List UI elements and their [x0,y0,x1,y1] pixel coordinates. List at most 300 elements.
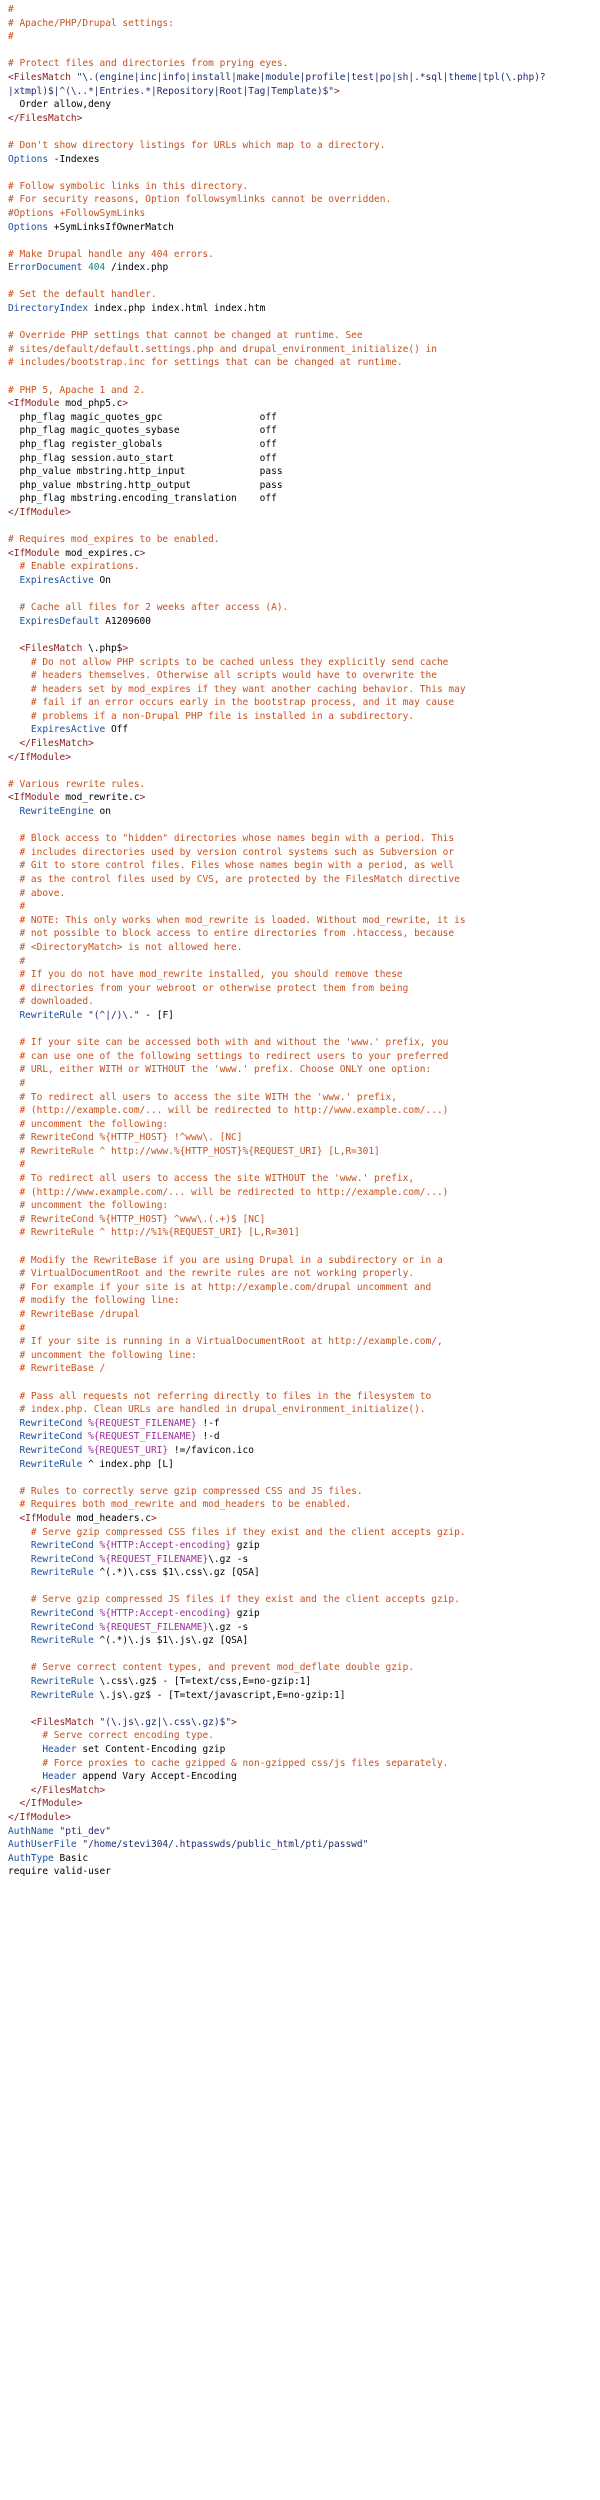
code-line [8,1784,600,1798]
code-token-number: 404 [88,262,106,274]
code-token-directive: RewriteCond [8,1553,100,1565]
code-line [8,57,600,71]
code-line [8,805,600,819]
code-token-tag: > [139,792,146,804]
code-line [8,887,600,901]
code-token-comment: # directories from your webroot or otherwise protect them from being [8,982,409,994]
code-line [8,846,600,860]
code-token-directive: ExpiresActive [8,574,100,586]
code-token-plain: set Content-Encoding gzip [82,1744,226,1755]
code-line [8,1091,600,1105]
code-token-comment: # Do not allow PHP scripts to be cached unless they explicitly send cache [8,656,449,668]
code-token-tag: </FilesMatch> [8,1784,106,1796]
code-token-string: "/home/stevi304/.htpasswds/public_html/pti/passwd" [82,1839,369,1851]
code-line [8,1485,600,1499]
code-line [8,900,600,914]
code-token-plain: php_flag mbstring.encoding_translation off [8,493,277,505]
code-line [8,506,600,520]
code-token-var: %{REQUEST_FILENAME} [88,1417,197,1429]
code-line [8,316,600,330]
code-line [8,628,600,642]
code-line [8,832,600,846]
code-token-comment: # Cache all files for 2 weeks after access (A). [8,602,289,614]
code-token-comment: # problems if a non-Drupal PHP file is installed in a subdirectory. [8,710,415,722]
code-token-comment: # uncomment the following: [8,1200,169,1212]
code-line [8,85,600,99]
code-token-plain: A1209600 [105,615,151,627]
code-token-comment: # Make Drupal handle any 404 errors. [8,248,214,260]
code-line [8,1131,600,1145]
code-token-comment: # Don't show directory listings for URLs which map to a directory. [8,139,386,151]
code-token-comment: # [8,31,14,43]
code-token-comment: # RewriteRule ^ http://%1%{REQUEST_URI} [L,R=301] [8,1227,300,1239]
code-line [8,234,600,248]
code-token-plain: +SymLinksIfOwnerMatch [53,221,174,233]
code-token-plain: ^(.*)\.js $1\.js\.gz [QSA] [99,1635,249,1647]
code-token-comment: # Requires both mod_rewrite and mod_headers to be enabled. [8,1499,352,1511]
code-line [8,1553,600,1567]
code-line [8,615,600,629]
code-token-directive: ExpiresActive [8,724,111,736]
code-line [8,1023,600,1037]
code-token-comment: # To redirect all users to access the site WITHOUT the 'www.' prefix, [8,1173,415,1185]
code-token-comment: # VirtualDocumentRoot and the rewrite rules are not working properly. [8,1268,415,1280]
code-token-comment: # as the control files used by CVS, are protected by the FilesMatch directive [8,874,460,885]
code-line [8,1349,600,1363]
code-line [8,411,600,425]
code-token-string: |xtmpl)$|^(\..*|Entries.*|Repository|Root|Tag|Template)$" [8,85,335,97]
code-token-plain: /index.php [105,262,169,274]
code-token-comment: # Pass all requests not referring directly to files in the filesystem to [8,1390,432,1402]
code-line [8,723,600,737]
code-line [8,1226,600,1240]
code-line [8,112,600,126]
code-token-directive: Options [8,153,54,165]
code-token-comment: # Various rewrite rules. [8,778,146,790]
code-token-directive: RewriteCond [8,1417,89,1429]
code-token-comment: # RewriteCond %{HTTP_HOST} !^www\. [NC] [8,1132,243,1144]
code-line [8,1430,600,1444]
code-token-comment: # Force proxies to cache gzipped & non-gzipped css/js files separately. [8,1757,449,1769]
code-line [8,1158,600,1172]
code-line [8,1661,600,1675]
code-line [8,1362,600,1376]
code-line [8,737,600,751]
code-line [8,1145,600,1159]
code-line [8,479,600,493]
code-token-comment: # Protect files and directories from prying eyes. [8,58,289,70]
code-line [8,764,600,778]
code-token-comment: # Serve correct encoding type. [8,1730,214,1742]
code-token-plain: \.gz -s [208,1621,249,1633]
code-line [8,1838,600,1852]
code-line [8,1689,600,1703]
code-line [8,30,600,44]
code-line [8,751,600,765]
code-line [8,642,600,656]
code-line [8,424,600,438]
code-token-comment: # above. [8,887,66,899]
code-token-comment: # can use one of the following settings to redirect users to your preferred [8,1050,449,1062]
code-token-directive: Header [8,1771,83,1783]
code-line [8,1607,600,1621]
code-token-directive: RewriteCond [8,1621,100,1633]
code-token-directive: RewriteRule [8,1009,89,1021]
code-line [8,1172,600,1186]
code-token-plain: gzip [231,1608,260,1620]
code-token-comment: # URL, either WITH or WITHOUT the 'www.' prefix. Choose ONLY one option: [8,1064,432,1076]
code-line [8,1213,600,1227]
code-line [8,547,600,561]
code-line [8,533,600,547]
code-line [8,1593,600,1607]
code-token-plain: php_flag session.auto_start off [8,452,277,464]
code-token-directive: AuthType [8,1852,60,1864]
code-token-plain: php_flag magic_quotes_sybase off [8,425,277,437]
code-token-plain: \.css\.gz$ - [T=text/css,E=no-gzip:1] [99,1676,312,1688]
code-token-comment: # If your site can be accessed both with and without the 'www.' prefix, you [8,1037,449,1049]
code-token-var: %{HTTP:Accept-encoding} [99,1608,232,1620]
code-line [8,180,600,194]
code-token-directive: ExpiresDefault [8,615,106,627]
code-line [8,1811,600,1825]
code-line [8,1050,600,1064]
code-token-comment: # headers themselves. Otherwise all scripts would have to overwrite the [8,670,437,682]
code-token-comment: # Block access to "hidden" directories whose names begin with a period. This [8,833,455,845]
code-line [8,696,600,710]
code-token-comment: # RewriteRule ^ http://www.%{HTTP_HOST}%{REQUEST_URI} [L,R=301] [8,1145,380,1157]
code-line [8,683,600,697]
code-line [8,1063,600,1077]
code-line [8,1757,600,1771]
code-token-comment: # Set the default handler. [8,289,157,301]
code-token-var: %{REQUEST_FILENAME} [88,1431,197,1443]
code-line [8,656,600,670]
code-token-comment: # For security reasons, Option followsymlinks cannot be overridden. [8,194,392,206]
code-token-plain: index.php index.html index.htm [93,303,266,315]
code-token-directive: RewriteCond [8,1608,100,1620]
code-token-comment: # fail if an error occurs early in the bootstrap process, and it may cause [8,697,455,709]
code-line [8,669,600,683]
code-line [8,1852,600,1866]
code-line [8,153,600,167]
code-line [8,261,600,275]
code-token-comment: # [8,4,14,15]
code-line [8,1036,600,1050]
code-token-directive: AuthName [8,1825,60,1837]
code-line [8,927,600,941]
code-token-comment: # headers set by mod_expires if they want another caching behavior. This may [8,683,466,695]
code-token-comment: # [8,955,26,967]
code-token-comment: # not possible to block access to entire directories from .htaccess, because [8,928,455,940]
code-line [8,1702,600,1716]
code-line [8,1322,600,1336]
code-line [8,288,600,302]
code-line [8,873,600,887]
code-line [8,356,600,370]
code-line [8,302,600,316]
code-line [8,44,600,58]
code-token-directive: RewriteRule [8,1458,89,1470]
code-token-plain: require valid-user [8,1866,111,1878]
code-token-comment: # RewriteBase /drupal [8,1309,140,1320]
code-token-tag: </FilesMatch> [8,738,94,750]
code-token-tag: > [334,85,340,97]
code-line [8,370,600,384]
code-token-directive: ErrorDocument [8,262,89,274]
code-line [8,248,600,262]
code-token-comment: # uncomment the following: [8,1118,169,1130]
code-token-plain: - [F] [139,1009,174,1021]
code-line [8,1526,600,1540]
code-token-comment: # uncomment the following line: [8,1349,197,1361]
code-line [8,859,600,873]
code-token-directive: Options [8,221,54,233]
code-token-comment: # For example if your site is at http://example.com/drupal uncomment and [8,1281,432,1293]
code-token-comment: # PHP 5, Apache 1 and 2. [8,384,146,396]
code-token-plain: mod_headers.c [76,1512,151,1524]
code-token-tag: </IfModule> [8,751,71,763]
code-token-comment: # Override PHP settings that cannot be changed at runtime. See [8,330,363,342]
code-token-comment: # If you do not have mod_rewrite installed, you should remove these [8,969,403,981]
code-token-directive: Header [8,1744,83,1755]
code-token-tag: > [122,398,129,410]
code-token-directive: RewriteRule [8,1689,100,1701]
code-line [8,1254,600,1268]
code-token-plain: php_value mbstring.http_input pass [8,466,283,478]
code-line [8,1118,600,1132]
code-line [8,193,600,207]
code-token-tag: </FilesMatch> [8,112,83,124]
code-token-plain: \.php$ [88,642,123,654]
code-token-plain: ^ index.php [L] [88,1458,174,1470]
code-token-plain: !-f [196,1417,220,1429]
code-line [8,995,600,1009]
code-token-tag: > [122,642,129,654]
code-line [8,1186,600,1200]
code-token-comment: # includes directories used by version control systems such as Subversion or [8,846,455,858]
code-line [8,1294,600,1308]
code-token-plain: on [99,806,111,818]
code-token-tag: </IfModule> [8,1811,71,1823]
code-token-plain: !=/favicon.ico [168,1444,254,1456]
code-line [8,778,600,792]
code-line [8,1335,600,1349]
code-token-comment: # Requires mod_expires to be enabled. [8,534,220,546]
code-token-plain: !-d [196,1431,220,1443]
code-line [8,139,600,153]
code-line [8,968,600,982]
code-token-plain: Order allow,deny [8,99,111,111]
code-line [8,71,600,85]
code-token-directive: RewriteEngine [8,806,100,818]
code-token-directive: AuthUserFile [8,1839,83,1851]
code-token-comment: # includes/bootstrap.inc for settings that can be changed at runtime. [8,357,403,369]
code-line [8,1267,600,1281]
code-line [8,1444,600,1458]
code-token-comment: # [8,1322,26,1334]
code-token-plain: Off [110,724,129,736]
code-line [8,1458,600,1472]
code-line [8,560,600,574]
code-token-comment: # sites/default/default.settings.php and drupal_environment_initialize() in [8,343,437,355]
code-line [8,588,600,602]
code-line [8,384,600,398]
code-token-comment: # modify the following line: [8,1295,180,1307]
code-line [8,819,600,833]
code-line [8,329,600,343]
code-line [8,1716,600,1730]
code-token-tag: </IfModule> [8,1798,83,1810]
code-line [8,1770,600,1784]
code-token-tag: > [151,1512,157,1524]
code-line [8,221,600,235]
code-token-plain: php_flag magic_quotes_gpc off [8,411,277,423]
code-line [8,492,600,506]
code-token-comment: # Serve gzip compressed JS files if they exist and the client accepts gzip. [8,1594,460,1606]
code-line [8,1104,600,1118]
code-token-string: "(\.js\.gz|\.css\.gz)$" [99,1716,232,1728]
code-token-comment: # [8,1159,26,1171]
code-line [8,1471,600,1485]
code-line [8,1077,600,1091]
code-line [8,710,600,724]
code-token-comment: # NOTE: This only works when mod_rewrite is loaded. Without mod_rewrite, it is [8,914,466,926]
code-token-tag: <IfModule [8,398,66,410]
code-token-plain: append Vary Accept-Encoding [82,1771,237,1783]
code-token-plain: ^(.*)\.css $1\.css\.gz [QSA] [99,1567,260,1579]
code-token-tag: </IfModule> [8,506,71,518]
code-token-plain: Basic [59,1852,89,1864]
code-token-directive: RewriteRule [8,1567,100,1579]
code-token-comment: # index.php. Clean URLs are handled in drupal_environment_initialize(). [8,1404,426,1416]
code-line [8,914,600,928]
code-line [8,1566,600,1580]
code-token-comment: # To redirect all users to access the site WITH the 'www.' prefix, [8,1091,397,1103]
code-line [8,343,600,357]
code-token-comment: # Modify the RewriteBase if you are using Drupal in a subdirectory or in a [8,1254,443,1266]
code-line [8,438,600,452]
code-line [8,1403,600,1417]
code-token-plain: On [99,574,111,586]
code-line [8,98,600,112]
code-line [8,1281,600,1295]
code-line [8,1376,600,1390]
code-token-plain: \.js\.gz$ - [T=text/javascript,E=no-gzip:1] [99,1689,346,1701]
code-token-comment: # If your site is running in a VirtualDocumentRoot at http://example.com/, [8,1336,443,1348]
code-token-plain: gzip [231,1540,260,1552]
code-token-string: "\.(engine|inc|info|install|make|module|profile|test|po|sh|.*sql|theme|tpl(\.php)? [76,71,546,83]
code-token-comment: # RewriteBase / [8,1363,106,1375]
code-token-comment: # Follow symbolic links in this directory. [8,180,249,192]
code-line [8,17,600,31]
code-token-comment: # RewriteCond %{HTTP_HOST} ^www\.(.+)$ [NC] [8,1213,266,1225]
code-token-directive: RewriteCond [8,1540,100,1552]
code-line [8,574,600,588]
code-line [8,982,600,996]
code-token-comment: # Enable expirations. [8,561,140,573]
code-token-tag: <IfModule [8,792,66,804]
code-token-directive: DirectoryIndex [8,303,94,315]
code-token-plain: mod_rewrite.c [65,792,140,804]
code-line [8,1634,600,1648]
code-line [8,1621,600,1635]
code-token-var: %{REQUEST_URI} [88,1444,169,1456]
code-line [8,941,600,955]
code-token-comment: # [8,1077,26,1089]
code-line [8,275,600,289]
code-line [8,1743,600,1757]
code-token-comment: # <DirectoryMatch> is not allowed here. [8,941,243,953]
code-token-tag: <IfModule [8,547,66,559]
code-token-var: %{HTTP:Accept-encoding} [99,1540,232,1552]
code-token-comment: # (http://example.com/... will be redirected to http://www.example.com/...) [8,1105,449,1117]
code-line [8,1825,600,1839]
code-token-directive: RewriteCond [8,1444,89,1456]
code-line [8,166,600,180]
code-token-comment: # Serve correct content types, and prevent mod_deflate double gzip. [8,1662,415,1674]
code-line [8,1648,600,1662]
code-line [8,1308,600,1322]
code-token-string: "(^|/)\." [88,1009,140,1021]
code-line [8,955,600,969]
code-token-directive: RewriteCond [8,1431,89,1443]
code-line [8,1417,600,1431]
code-token-tag: > [139,547,146,559]
code-token-comment: # downloaded. [8,996,94,1008]
code-token-tag: > [231,1716,237,1728]
code-token-tag: <FilesMatch [8,1716,100,1728]
code-line [8,1498,600,1512]
code-token-plain: \.gz -s [208,1553,249,1565]
code-token-comment: # Serve gzip compressed CSS files if they exist and the client accepts gzip. [8,1526,466,1538]
code-token-var: %{REQUEST_FILENAME} [99,1621,209,1633]
code-token-comment: # Rules to correctly serve gzip compressed CSS and JS files. [8,1485,363,1497]
code-line [8,452,600,466]
code-line [8,791,600,805]
code-line [8,1865,600,1879]
code-line [8,465,600,479]
code-line [8,1539,600,1553]
code-line [8,1729,600,1743]
code-token-plain: mod_php5.c [65,398,123,410]
code-line [8,207,600,221]
code-line [8,1009,600,1023]
code-line [8,1199,600,1213]
code-line [8,520,600,534]
code-token-comment: #Options +FollowSymLinks [8,207,146,219]
code-line [8,1390,600,1404]
code-line [8,1240,600,1254]
code-token-tag: <IfModule [8,1512,77,1524]
code-line [8,397,600,411]
code-token-comment: # (http://www.example.com/... will be redirected to http://example.com/...) [8,1186,449,1198]
code-line [8,1580,600,1594]
code-token-tag: <FilesMatch [8,642,89,654]
code-token-comment: # Apache/PHP/Drupal settings: [8,17,174,29]
code-token-string: "pti_dev" [59,1825,111,1837]
code-line [8,1797,600,1811]
code-token-plain: -Indexes [53,153,100,165]
code-token-directive: RewriteRule [8,1676,100,1688]
code-line [8,601,600,615]
code-token-directive: RewriteRule [8,1635,100,1647]
code-token-plain: php_flag register_globals off [8,439,277,450]
code-token-comment: # [8,901,26,913]
code-token-plain: mod_expires.c [65,547,140,559]
code-token-comment: # Git to store control files. Files whose names begin with a period, as well [8,860,455,872]
code-token-tag: <FilesMatch [8,71,77,83]
